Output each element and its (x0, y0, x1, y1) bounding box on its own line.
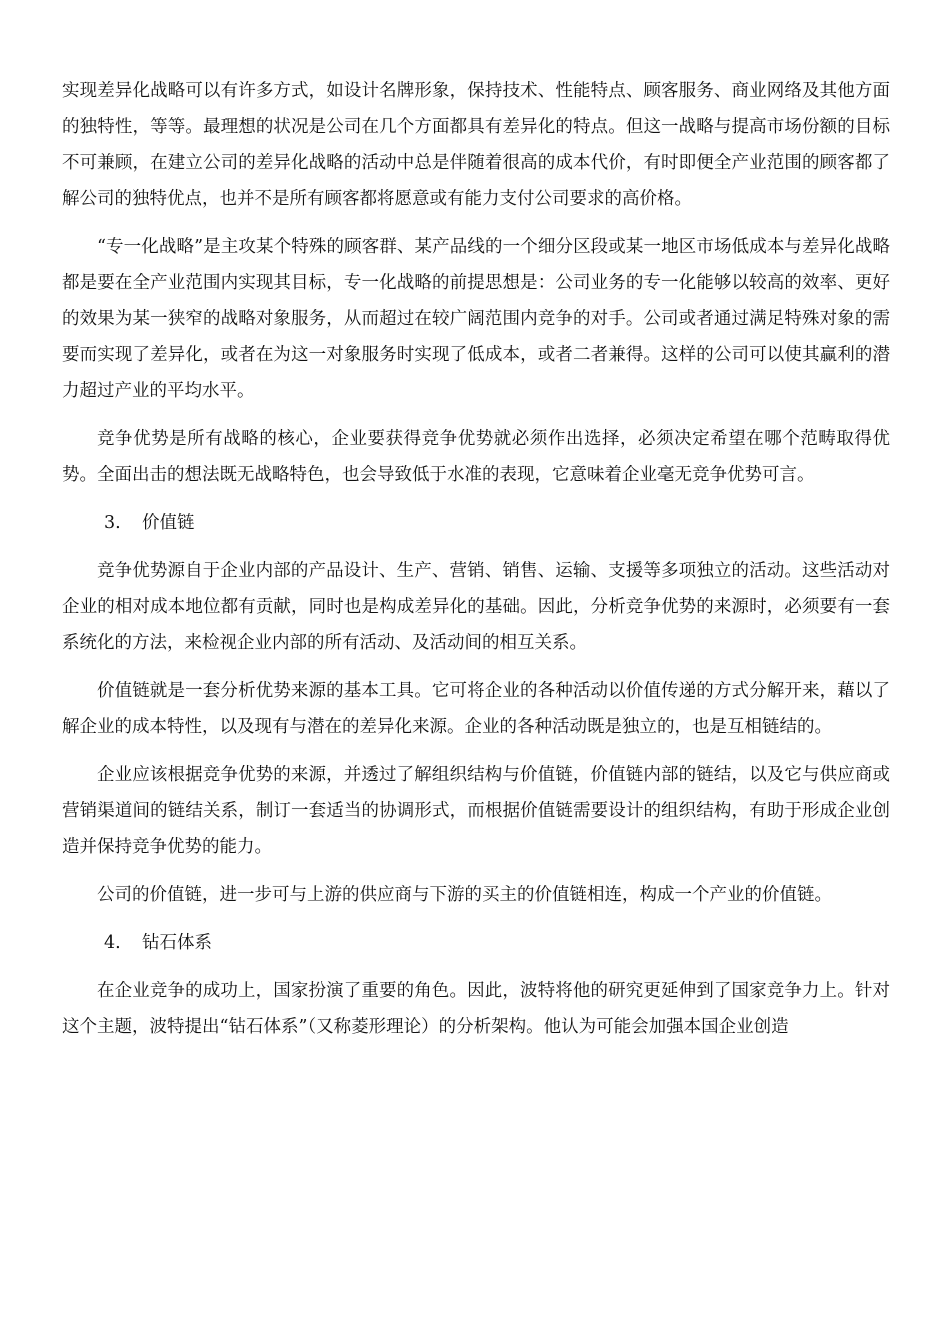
paragraph-value-chain-tool: 价值链就是一套分析优势来源的基本工具。它可将企业的各种活动以价值传递的方式分解开来，藉以了解企业的成本特性，以及现有与潜在的差异化来源。企业的各种活动既是独立的，也是互相链结的。 (62, 681, 890, 737)
paragraph-industry-value-chain: 公司的价值链，进一步可与上游的供应商与下游的买主的价值链相连，构成一个产业的价值链。 (97, 885, 832, 905)
paragraph-competitive-advantage: 竞争优势是所有战略的核心，企业要获得竞争优势就必须作出选择，必须决定希望在哪个范畴取得优势。全面出击的想法既无战略特色，也会导致低于水准的表现，它意味着企业毫无竞争优势可言。 (62, 429, 890, 485)
paragraph-value-chain-sources: 竞争优势源自于企业内部的产品设计、生产、营销、销售、运输、支援等多项独立的活动。这些活动对企业的相对成本地位都有贡献，同时也是构成差异化的基础。因此，分析竞争优势的来源时，必须要有一套系统化的方法，来检视企业内部的所有活动、及活动间的相互关系。 (62, 561, 890, 653)
paragraph-focus-strategy: “专一化战略”是主攻某个特殊的顾客群、某产品线的一个细分区段或某一地区市场低成本与差异化战略都是要在全产业范围内实现其目标，专一化战略的前提思想是：公司业务的专一化能够以较高的效率、更好的效果为某一狭窄的战略对象服务，从而超过在较广阔范围内竞争的对手。公司或者通过满足特殊对象的需要而实现了差异化，或者在为这一对象服务时实现了低成本，或者二者兼得。这样的公司可以使其赢利的潜力超过产业的平均水平。 (62, 237, 890, 401)
section-title: 钻石体系 (142, 933, 212, 953)
section-heading-value-chain (62, 505, 890, 541)
paragraph-value-chain-organization: 企业应该根据竞争优势的来源，并透过了解组织结构与价值链，价值链内部的链结，以及它与供应商或营销渠道间的链结关系，制订一套适当的协调形式，而根据价值链需要设计的组织结构，有助于形成企业创造并保持竞争优势的能力。 (62, 765, 890, 857)
section-title: 价值链 (142, 513, 195, 533)
section-heading-diamond-model (62, 925, 890, 961)
section-number: 3. (104, 513, 121, 533)
section-number: 4. (104, 933, 121, 953)
document-page (62, 73, 890, 1057)
paragraph-differentiation: 实现差异化战略可以有许多方式，如设计名牌形象，保持技术、性能特点、顾客服务、商业网络及其他方面的独特性，等等。最理想的状况是公司在几个方面都具有差异化的特点。但这一战略与提高市场份额的目标不可兼顾，在建立公司的差异化战略的活动中总是伴随着很高的成本代价，有时即便全产业范围的顾客都了解公司的独特优点，也并不是所有顾客都将愿意或有能力支付公司要求的高价格。 (62, 81, 890, 209)
paragraph-diamond-model: 在企业竞争的成功上，国家扮演了重要的角色。因此，波特将他的研究更延伸到了国家竞争力上。针对这个主题，波特提出“钻石体系”（又称菱形理论）的分析架构。他认为可能会加强本国企业创造 (62, 981, 890, 1037)
